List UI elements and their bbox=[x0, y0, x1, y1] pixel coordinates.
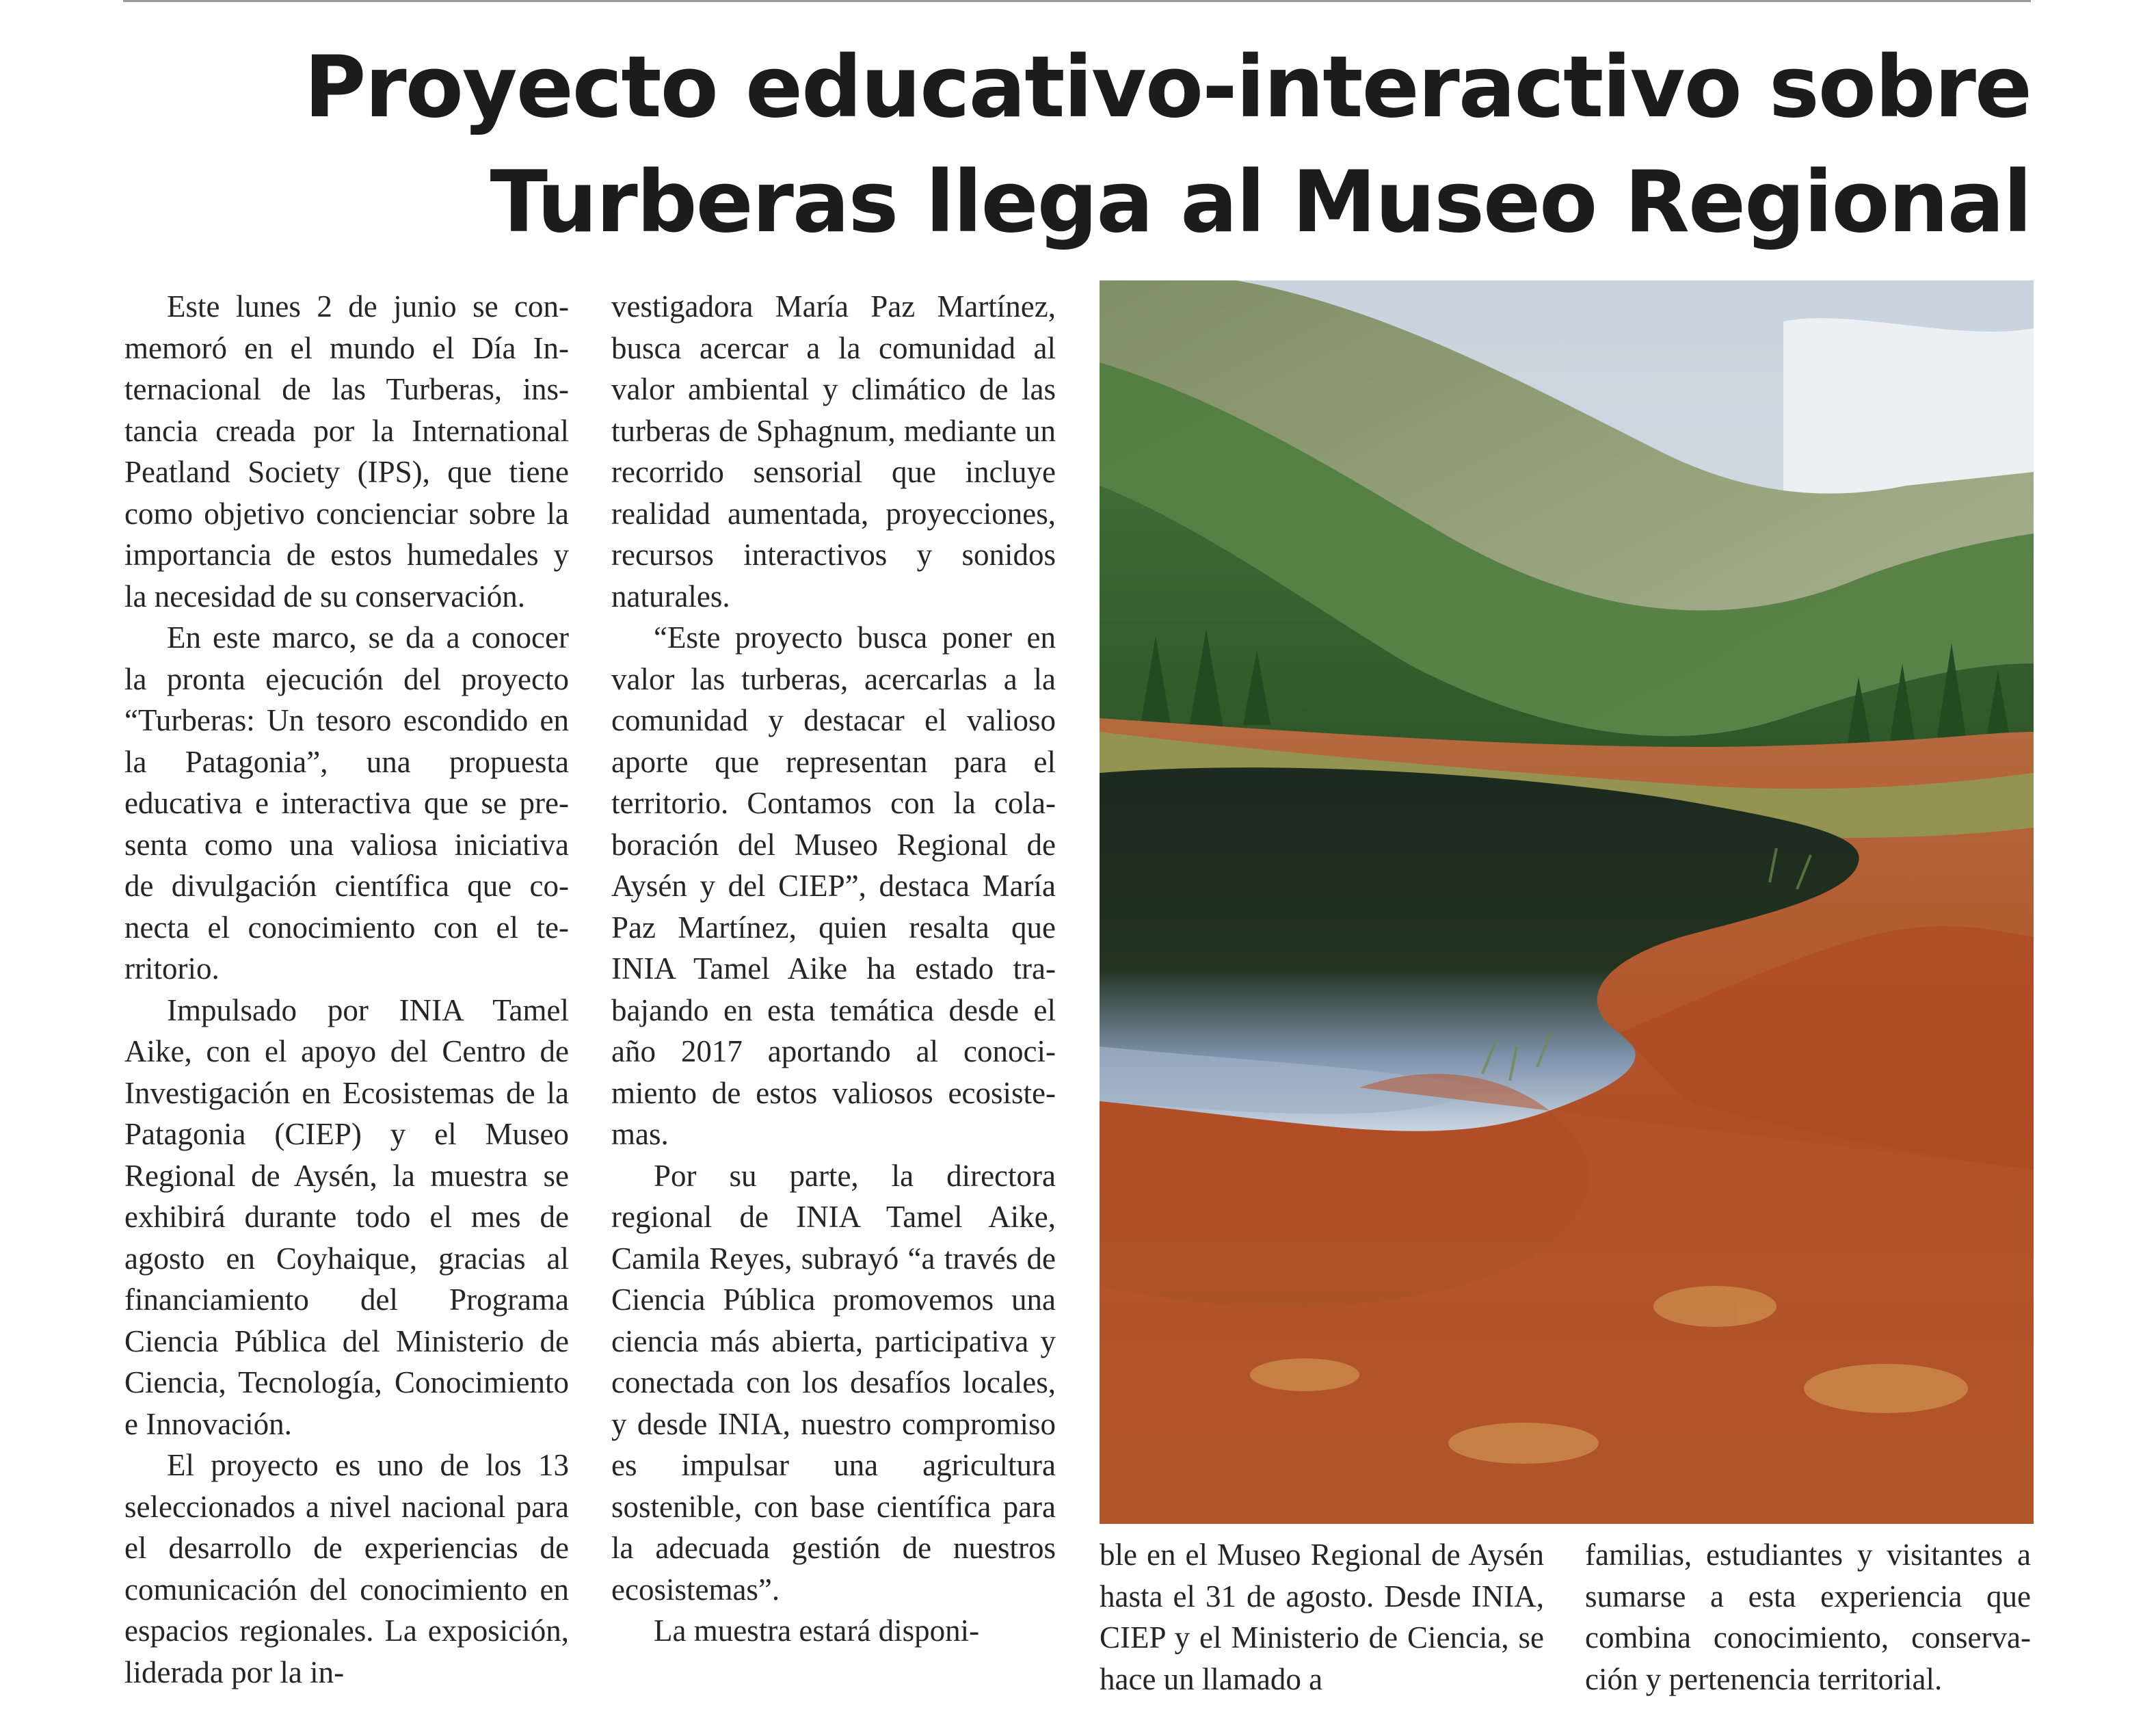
article-column-1 bbox=[124, 286, 569, 1693]
article-column-3 bbox=[1100, 1534, 1544, 1700]
paragraph-researcher-quote: “Este proyecto busca poner en valor las turberas, acercarlas a la comunidad y destacar el valioso aporte que representan para el territorio. Contamos con la colaboración del Museo Regional de Aysén y del CIEP”, destaca María Paz Martínez, quien resalta que INIA Tamel Aike ha estado trabajando en esta temática desde el año 2017 aportando al conocimiento de estos valiosos ecosistemas. bbox=[611, 620, 1056, 1151]
paragraph-selection-end: vestigadora María Paz Martínez, busca acercar a la comunidad al valor ambiental y climático de las turberas de Sphagnum, mediante un recorrido sensorial que incluye realidad aumentada, proyecciones, recursos interactivos y sonidos naturales. bbox=[611, 289, 1056, 614]
headline-line-1: Proyecto educativo-interactivo sobre bbox=[304, 38, 2031, 137]
paragraph-exhibition-start: La muestra estará disponi- bbox=[654, 1614, 980, 1648]
paragraph-sponsors: Impulsado por INIA Tamel Aike, con el apoyo del Centro de Investigación en Ecosistemas de la Patagonia (CIEP) y el Museo Regional de Aysén, la muestra se exhibirá durante todo el mes de agosto en Coyhaique, gracias al financiamiento del Programa Ciencia Pública del Ministerio de Ciencia, Tecnología, Conocimiento e Innovación. bbox=[124, 992, 569, 1441]
paragraph-director-quote: Por su parte, la directora regional de INIA Tamel Aike, Camila Reyes, subrayó “a través de Ciencia Pública promovemos una ciencia más abierta, participativa y conectada con los desafíos locales, y desde INIA, nuestro compromiso es impulsar una agricultura sostenible, con base científica para la adecuada gestión de nuestros ecosistemas”. bbox=[611, 1158, 1056, 1607]
headline-line-2: Turberas llega al Museo Regional bbox=[490, 153, 2031, 252]
photo-illustration bbox=[1100, 280, 2034, 1524]
article-column-2 bbox=[611, 286, 1056, 1652]
paragraph-exhibition-end: familias, estudiantes y visitantes a sumarse a esta experiencia que combina conocimiento, conservación y pertenencia territorial. bbox=[1585, 1538, 2031, 1696]
paragraph-exhibition-middle: ble en el Museo Regional de Aysén hasta el 31 de agosto. Desde INIA, CIEP y el Ministerio de Ciencia, se hace un llamado a bbox=[1100, 1538, 1544, 1696]
top-rule bbox=[123, 0, 2031, 2]
peatland-pond-photo bbox=[1100, 280, 2034, 1524]
paragraph-selection-start: El proyecto es uno de los 13 seleccionados a nivel nacional para el desarrollo de experiencias de comunicación del conocimiento en espacios regionales. La exposición, liderada por la in- bbox=[124, 1448, 569, 1689]
paragraph-day-of-peatlands: Este lunes 2 de junio se conmemoró en el mundo el Día Internacional de las Turberas, instancia creada por la International Peatland Society (IPS), que tiene como objetivo concienciar sobre la importancia de estos humedales y la necesidad de su conservación. bbox=[124, 289, 569, 614]
headline bbox=[123, 30, 2031, 260]
article-column-4 bbox=[1585, 1534, 2031, 1700]
paragraph-project-announcement: En este marco, se da a conocer la pronta ejecución del proyecto “Turberas: Un tesoro escondido en la Patagonia”, una propuesta educativa e interactiva que se presenta como una valiosa iniciativa de divulgación científica que conecta el conocimiento con el territorio. bbox=[124, 620, 569, 986]
